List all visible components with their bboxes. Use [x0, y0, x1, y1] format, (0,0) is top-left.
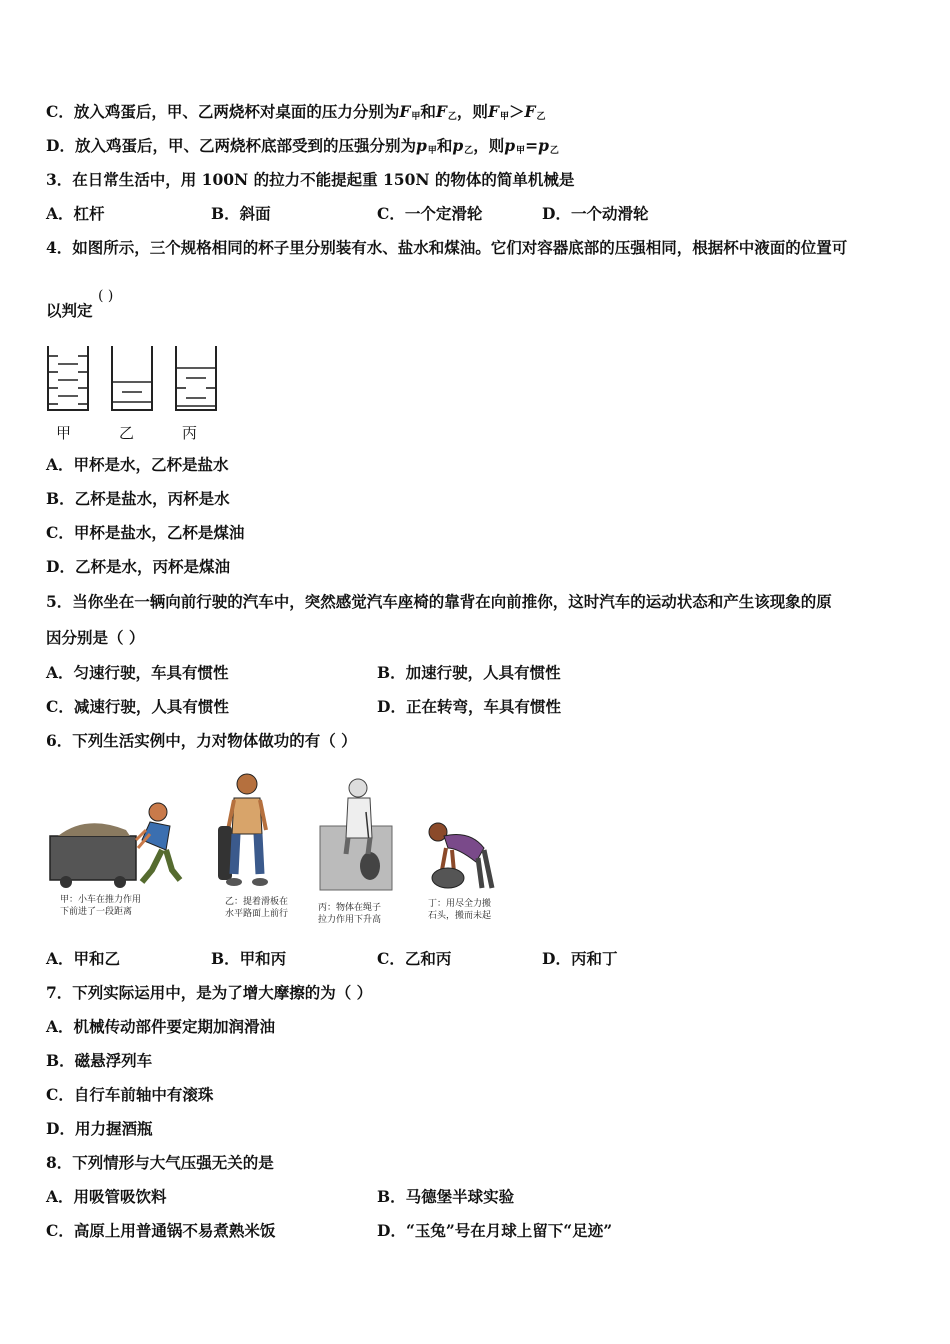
picture-ding-stone-lift [422, 818, 498, 892]
question-2-option-c: C．放入鸡蛋后，甲、乙两烧杯对桌面的压力分别为$F_甲$和$F_乙$，则$F_甲>F_乙$ [46, 102, 546, 122]
question-6-option-d: D．丙和丁 [542, 949, 618, 968]
question-7-stem: 7．下列实际运用中，是为了增大摩擦的为（ ） [46, 983, 373, 1002]
question-6-option-b: B．甲和丙 [211, 949, 287, 968]
cup-label-yi: 乙 [119, 424, 135, 442]
question-6-stem: 6．下列生活实例中，力对物体做功的有（ ） [46, 731, 357, 750]
question-7-option-a: A．机械传动部件要定期加润滑油 [46, 1017, 276, 1036]
question-6-option-a: A．甲和乙 [46, 949, 121, 968]
question-3-stem: 3．在日常生活中，用 100N 的拉力不能提起重 150N 的物体的简单机械是 [46, 170, 575, 189]
question-4-option-a: A．甲杯是水，乙杯是盐水 [46, 455, 229, 474]
question-5-stem-line1: 5．当你坐在一辆向前行驶的汽车中，突然感觉汽车座椅的靠背在向前推你，这时汽车的运动状态和产生该现象的原 [46, 592, 832, 611]
question-2-option-d: D．放入鸡蛋后，甲、乙两烧杯底部受到的压强分别为$p_甲$和$p_乙$，则$p_甲=p_乙$ [46, 136, 559, 156]
cup-bing-liquid [176, 368, 216, 406]
question-5-option-a: A．匀速行驶，车具有惯性 [46, 663, 229, 682]
question-3-option-b: B．斜面 [211, 204, 271, 223]
question-7-option-d: D．用力握酒瓶 [46, 1119, 153, 1138]
picture-yi-carry-skateboard [212, 770, 282, 894]
question-4-stem-line1: 4．如图所示，三个规格相同的杯子里分别装有水、盐水和煤油。它们对容器底部的压强相同，根据杯中液面的位置可 [46, 238, 848, 257]
question-4-stem-line2: 以判定 [46, 301, 93, 320]
question-8-option-c: C．高原上用普通锅不易煮熟米饭 [46, 1221, 276, 1240]
question-5-option-c: C．减速行驶，人具有惯性 [46, 697, 229, 716]
question-7-option-c: C．自行车前轴中有滚珠 [46, 1085, 214, 1104]
question-5-option-d: D．正在转弯，车具有惯性 [377, 697, 561, 716]
question-7-option-b: B．磁悬浮列车 [46, 1051, 153, 1070]
picture-yi-caption: 乙：提着滑板在 水平路面上前行 [225, 897, 289, 919]
cup-yi-liquid [112, 382, 152, 402]
three-cups-figure [44, 342, 224, 414]
picture-jia-caption: 甲：小车在推力作用 下前进了一段距离 [60, 895, 142, 917]
cup-yi-outline [112, 346, 152, 410]
cup-label-jia: 甲 [56, 424, 72, 442]
question-8-option-d: D．“玉兔”号在月球上留下“足迹” [377, 1221, 613, 1240]
question-8-option-a: A．用吸管吸饮料 [46, 1187, 167, 1206]
question-4-option-d: D．乙杯是水，丙杯是煤油 [46, 557, 230, 576]
picture-ding-caption: 丁：用尽全力搬 石头，搬而未起 [428, 899, 492, 921]
question-3-option-d: D．一个动滑轮 [542, 204, 649, 223]
question-4-option-b: B．乙杯是盐水，丙杯是水 [46, 489, 230, 508]
picture-bing-rope-lift [318, 772, 402, 894]
picture-jia-cart-push [46, 790, 186, 890]
question-8-option-b: B．马德堡半球实验 [377, 1187, 515, 1206]
cup-label-bing: 丙 [182, 424, 198, 442]
question-3-option-c: C．一个定滑轮 [377, 204, 483, 223]
picture-bing-caption: 丙：物体在绳子 拉力作用下升高 [318, 903, 382, 925]
cup-jia-liquid [48, 356, 88, 404]
question-4-option-c: C．甲杯是盐水，乙杯是煤油 [46, 523, 245, 542]
question-5-stem-line2: 因分别是（ ） [46, 628, 145, 647]
question-8-stem: 8．下列情形与大气压强无关的是 [46, 1153, 274, 1172]
question-5-option-b: B．加速行驶，人具有惯性 [377, 663, 561, 682]
question-6-option-c: C．乙和丙 [377, 949, 452, 968]
question-4-paren: ( ) [98, 288, 114, 304]
question-3-option-a: A．杠杆 [46, 204, 105, 223]
